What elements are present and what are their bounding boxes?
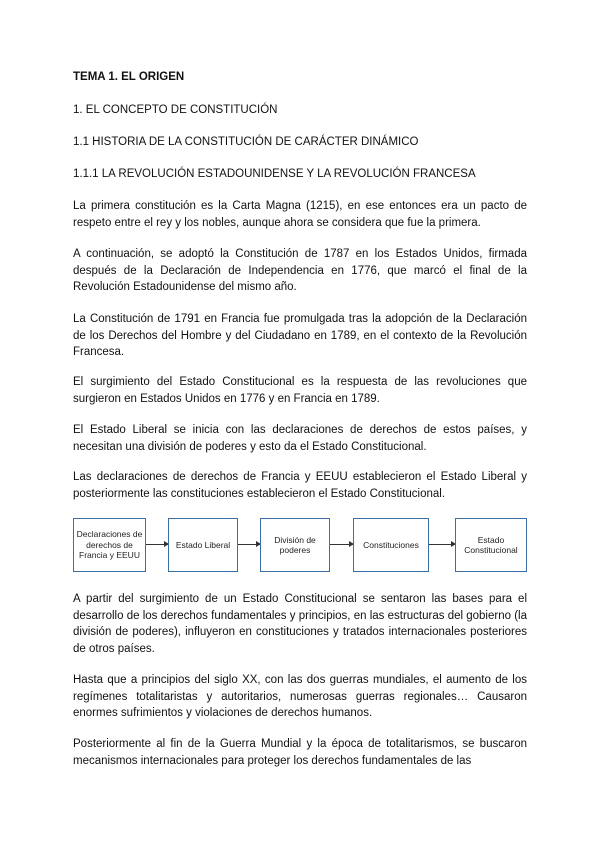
- flow-arrow: [429, 544, 455, 545]
- subsection-heading: 1.1 HISTORIA DE LA CONSTITUCIÓN DE CARÁCTER DINÁMICO: [73, 136, 419, 148]
- paragraph-estado-constitucional: El surgimiento del Estado Constitucional es la respuesta de las revoluciones que surgieron en Estados Unidos en 1776 y en Francia en 1789.: [73, 376, 527, 405]
- flow-diagram: [73, 518, 527, 574]
- paragraph-posteriormente: Posteriormente al fin de la Guerra Mundial y la época de totalitarismos, se buscaron mecanismos internacionales para proteger los derechos fundamentales de las: [73, 738, 527, 767]
- paragraph-estado-liberal: El Estado Liberal se inicia con las declaraciones de derechos de estos países, y necesitan una división de poderes y esto da el Estado Constitucional.: [73, 424, 527, 453]
- flow-box-declaraciones: Declaraciones de derechos de Francia y EEUU: [73, 518, 146, 572]
- flow-box-constituciones: Constituciones: [353, 518, 429, 572]
- subsubsection-heading: 1.1.1 LA REVOLUCIÓN ESTADOUNIDENSE Y LA REVOLUCIÓN FRANCESA: [73, 168, 476, 180]
- flow-arrow: [146, 544, 168, 545]
- section-heading: 1. EL CONCEPTO DE CONSTITUCIÓN: [73, 104, 278, 116]
- paragraph-siglo-xx: Hasta que a principios del siglo XX, con las dos guerras mundiales, el aumento de los regímenes totalitaristas y autoritarios, numerosas guerras regionales… Causaron enormes sufrimientos y violaciones de derechos humanos.: [73, 674, 527, 719]
- paragraph-surgimiento: A partir del surgimiento de un Estado Constitucional se sentaron las bases para el desarrollo de los derechos fundamentales y principios, en las estructuras del gobierno (la división de poderes), influyeron en constituciones y tratados internacionales posteriores de otros países.: [73, 593, 527, 655]
- flow-arrow: [330, 544, 353, 545]
- document-title: TEMA 1. EL ORIGEN: [73, 71, 185, 83]
- paragraph-declaraciones: Las declaraciones de derechos de Francia y EEUU establecieron el Estado Liberal y posteriormente las constituciones establecieron el Estado Constitucional.: [73, 471, 527, 500]
- flow-box-division-poderes: División de poderes: [260, 518, 330, 572]
- paragraph-constitucion-1787: A continuación, se adoptó la Constitución de 1787 en los Estados Unidos, firmada después de la Declaración de Independencia en 1776, que marcó el final de la Revolución Estadounidense del mismo año.: [73, 248, 527, 293]
- flow-box-estado-constitucional: Estado Constitucional: [455, 518, 527, 572]
- paragraph-carta-magna: La primera constitución es la Carta Magna (1215), en ese entonces era un pacto de respeto entre el rey y los nobles, aunque ahora se considera que fue la primera.: [73, 200, 527, 229]
- flow-arrow: [238, 544, 260, 545]
- paragraph-constitucion-1791: La Constitución de 1791 en Francia fue promulgada tras la adopción de la Declaración de los Derechos del Hombre y del Ciudadano en 1789, en el contexto de la Revolución Francesa.: [73, 313, 527, 358]
- flow-box-estado-liberal: Estado Liberal: [168, 518, 238, 572]
